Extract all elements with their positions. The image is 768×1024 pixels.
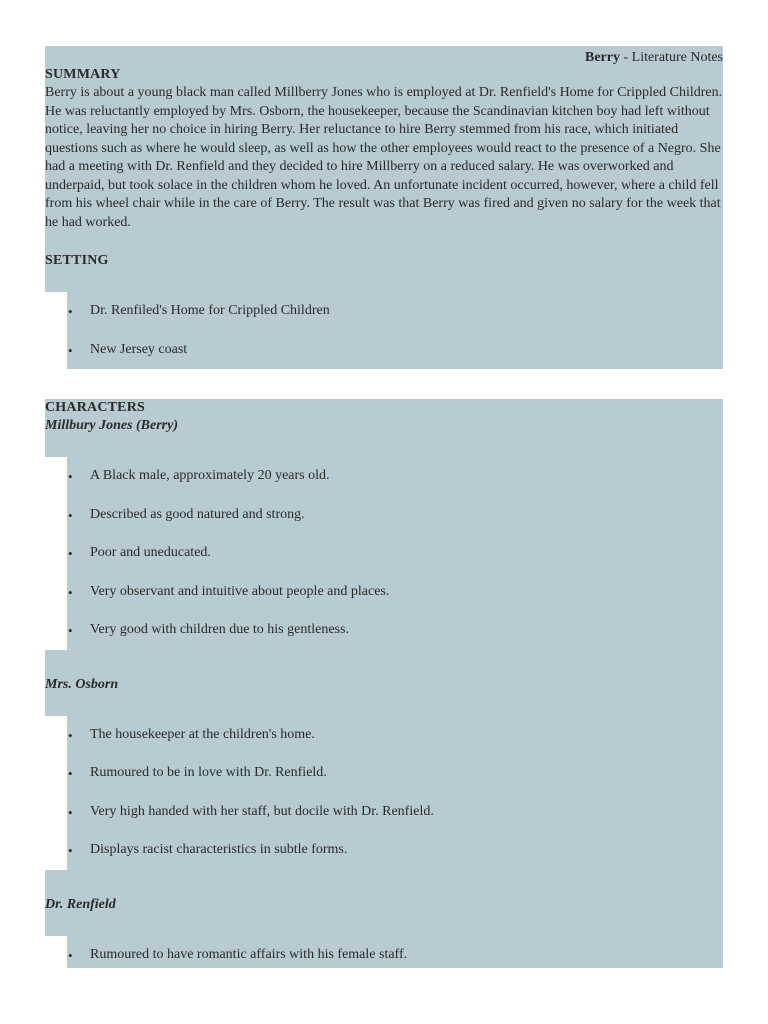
- bullet-icon: •: [68, 843, 73, 858]
- list-item: • Very observant and intuitive about people and places.: [68, 583, 390, 600]
- bullet-icon: •: [68, 947, 73, 963]
- character-name: Mrs. Osborn: [45, 676, 119, 692]
- bullet-icon: •: [68, 507, 73, 523]
- setting-list: [45, 292, 723, 369]
- list-item: • The housekeeper at the children's home.: [68, 726, 315, 743]
- character-block: [45, 650, 723, 716]
- character-name: Millbury Jones (Berry): [45, 418, 178, 433]
- list-item: • Described as good natured and strong.: [68, 506, 305, 523]
- character-name: Dr. Renfield: [45, 896, 116, 912]
- character-block: [45, 870, 723, 936]
- list-item: • Dr. Renfiled's Home for Crippled Children: [68, 303, 330, 319]
- bullet-icon: •: [68, 766, 73, 781]
- bullet-icon: •: [68, 623, 73, 638]
- bullet-icon: •: [68, 727, 73, 743]
- character-traits-list: [45, 457, 723, 650]
- summary-paragraph: Berry is about a young black man called Millberry Jones who is employed at Dr. Renfield's Home for Crippled Children. He was reluctantly employed by Mrs. Osborn, the housekeeper, because the Scandinavian kitchen boy had left without notice, leaving her no choice in hiring Berry. Her reluctance to hire Berry stemmed from his race, which initiated questions such as where he would sleep, as well as how the other employees would react to the presence of a Negro. She had a meeting with Dr. Renfield and they decided to hire Millberry on a reduced salary. He was overworked and underpaid, but took solace in the children whom he loved. An unfortunate incident occurred, however, where a child fell from his wheel chair while in the care of Berry. The result was that Berry was fired and given no salary for the week that he had worked.: [45, 85, 723, 230]
- bullet-icon: •: [68, 546, 73, 561]
- bullet-icon: •: [68, 304, 73, 319]
- list-item: • Poor and uneducated.: [68, 545, 211, 561]
- setting-heading: SETTING: [45, 253, 109, 268]
- bullet-icon: •: [68, 804, 73, 820]
- bullet-icon: •: [68, 342, 73, 358]
- doc-subtitle: Literature Notes: [631, 50, 723, 65]
- list-item: • Rumoured to be in love with Dr. Renfield.: [68, 765, 327, 781]
- summary-heading: SUMMARY: [45, 67, 121, 82]
- title-separator: -: [619, 50, 632, 65]
- list-item: • Very good with children due to his gentleness.: [68, 622, 349, 638]
- document-header: [45, 46, 723, 66]
- list-item: • A Black male, approximately 20 years old.: [68, 468, 330, 484]
- characters-section: [45, 399, 723, 457]
- list-item: • Rumoured to have romantic affairs with his female staff.: [68, 946, 408, 963]
- document: [45, 46, 723, 968]
- list-item: • New Jersey coast: [68, 341, 188, 358]
- list-item: • Very high handed with her staff, but docile with Dr. Renfield.: [68, 803, 434, 820]
- summary-section: [45, 66, 723, 292]
- doc-title: Berry: [584, 50, 620, 65]
- character-traits-list: [45, 716, 723, 870]
- characters-heading: CHARACTERS: [45, 400, 146, 415]
- bullet-icon: •: [68, 584, 73, 600]
- character-traits-list: [45, 936, 723, 968]
- list-item: • Displays racist characteristics in subtle forms.: [68, 842, 348, 858]
- bullet-icon: •: [68, 469, 73, 484]
